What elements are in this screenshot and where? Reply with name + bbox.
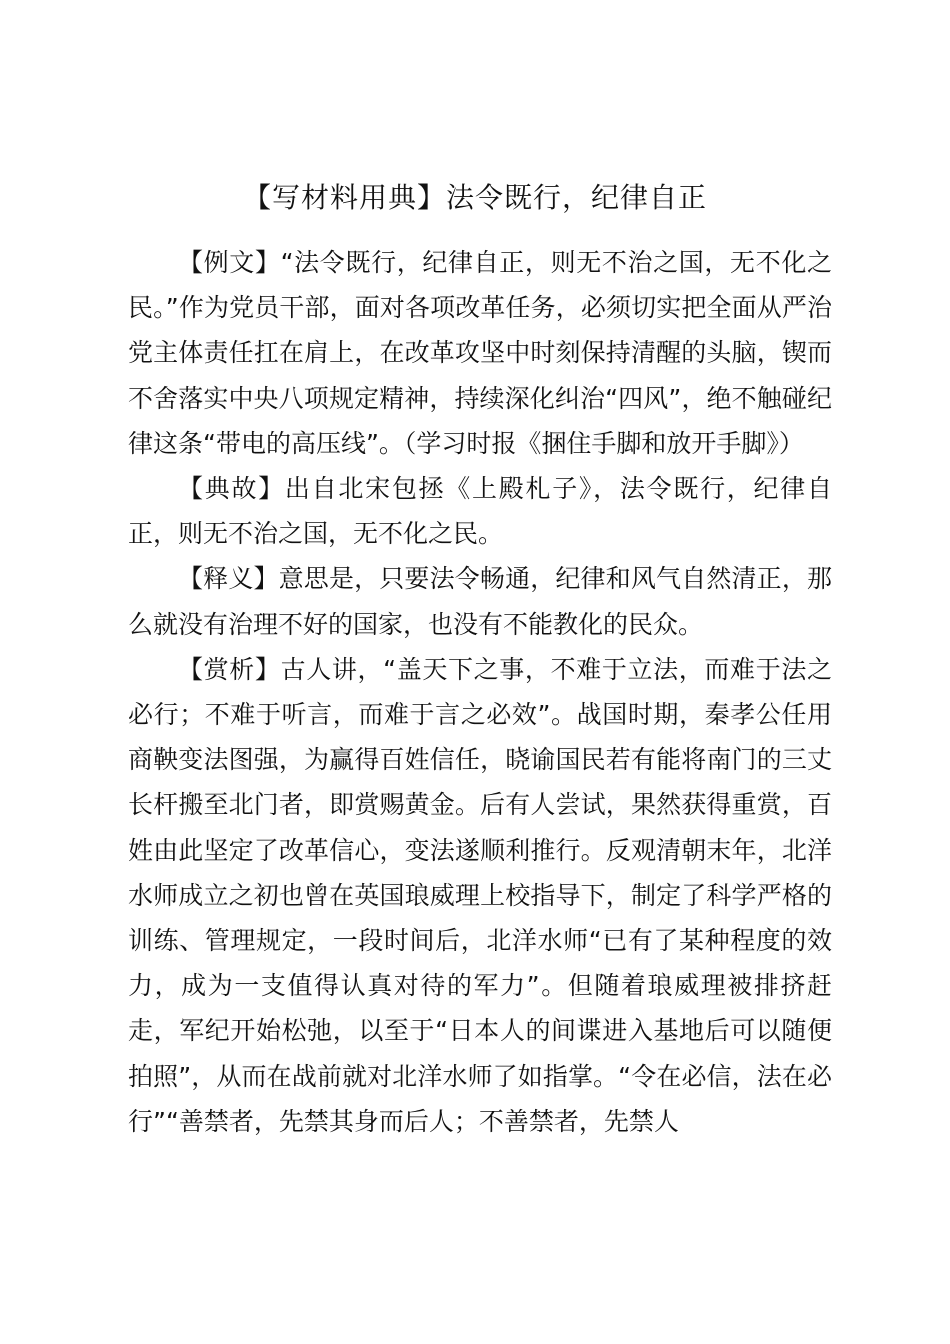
document-body	[128, 240, 832, 1144]
paragraph-example: 【例文】“法令既行，纪律自正，则无不治之国，无不化之民。”作为党员干部，面对各项改革任务，必须切实把全面从严治党主体责任扛在肩上，在改革攻坚中时刻保持清醒的头脑，锲而不舍落实中央八项规定精神，持续深化纠治“四风”，绝不触碰纪律这条“带电的高压线”。（学习时报《捆住手脚和放开手脚》）	[128, 248, 832, 458]
paragraph-meaning: 【释义】意思是，只要法令畅通，纪律和风气自然清正，那么就没有治理不好的国家，也没有不能教化的民众。	[128, 564, 832, 639]
document-title: 【写材料用典】法令既行，纪律自正	[242, 181, 707, 214]
paragraph-appreciation: 【赏析】古人讲，“盖天下之事，不难于立法，而难于法之必行；不难于听言，而难于言之必效”。战国时期，秦孝公任用商鞅变法图强，为赢得百姓信任，晓谕国民若有能将南门的三丈长杆搬至北门者，即赏赐黄金。后有人尝试，果然获得重赏，百姓由此坚定了改革信心，变法遂顺利推行。反观清朝末年，北洋水师成立之初也曾在英国琅威理上校指导下，制定了科学严格的训练、管理规定，一段时间后，北洋水师“已有了某种程度的效力，成为一支值得认真对待的军力”。但随着琅威理被排挤赶走，军纪开始松弛，以至于“日本人的间谍进入基地后可以随便拍照”，从而在战前就对北洋水师了如指掌。“令在必信，法在必行”“善禁者，先禁其身而后人；不善禁者，先禁人	[128, 654, 832, 1136]
paragraph-origin: 【典故】出自北宋包拯《上殿札子》，法令既行，纪律自正，则无不治之国，无不化之民。	[128, 474, 832, 549]
